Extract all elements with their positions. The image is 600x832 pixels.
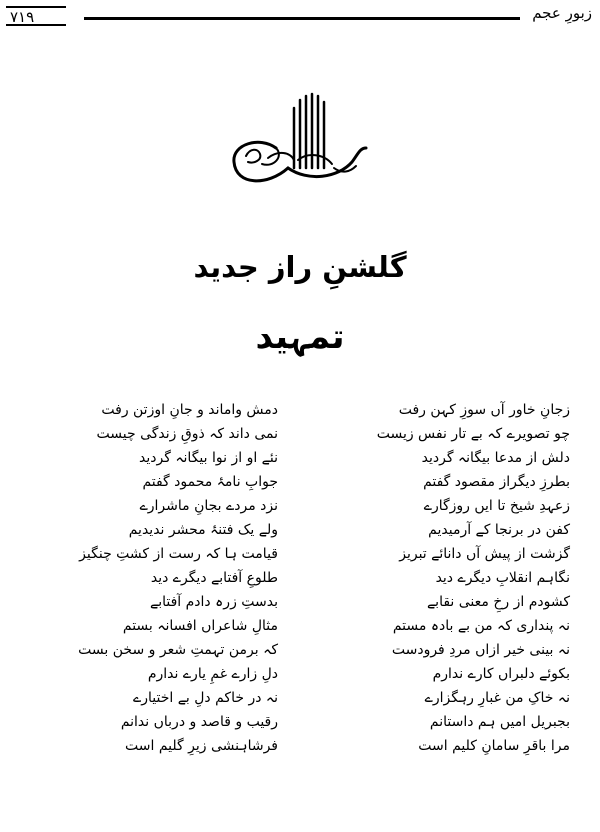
verse-line: رقیب و قاصد و درباں ندانم bbox=[120, 714, 278, 730]
verse-line: نہ در خاکم دلِ بے اختیارے bbox=[133, 690, 278, 706]
verse-line: مرا باقرِ سامانِ کلیم است bbox=[418, 738, 570, 754]
verse-line: دلش از مدعا بیگانہ گردید bbox=[421, 450, 570, 466]
verse-line: بدستِ زرہ دادم آفتابے bbox=[150, 594, 278, 610]
verse-line: نہ پنداری کہ من بے بادہ مستم bbox=[392, 618, 570, 634]
verse-line: زجانِ خاور آں سوزِ کہن رفت bbox=[398, 402, 570, 418]
poem-title: گلشنِ راز جدید bbox=[193, 250, 407, 284]
verse-line: بجبریل امیں ہم داستانم bbox=[429, 714, 570, 730]
bismillah-calligraphy-emblem bbox=[228, 88, 368, 196]
verse-line: کفن در برنجا کے آرمیدیم bbox=[428, 522, 570, 538]
header-rule bbox=[84, 17, 520, 20]
verse-line: گزشت از پیش آں دانائے تبریز bbox=[399, 546, 570, 562]
verse-line: نئے او از نوا بیگانہ گردید bbox=[139, 450, 278, 466]
page-number: ۷۱۹ bbox=[6, 6, 66, 26]
verse-line: جوابِ نامۂ محمود گفتم bbox=[142, 474, 278, 490]
verse-line: نہ بینی خیر ازاں مردِ فرودست bbox=[391, 642, 570, 658]
verse-line: نگاہم انقلابِ دیگرے دید bbox=[435, 570, 570, 586]
right-verse-column bbox=[330, 398, 570, 758]
book-title: زبورِ عجم bbox=[532, 4, 592, 22]
verse-line: کہ برمن تہمتِ شعر و سخن بست bbox=[78, 642, 278, 658]
verse-line: چو تصویرے کہ بے تار نفس زیست bbox=[376, 426, 570, 442]
verse-line: نمی داند کہ ذوقِ زندگی چیست bbox=[96, 426, 278, 442]
verse-line: دلِ زارے غمِ یارے ندارم bbox=[147, 666, 278, 682]
verse-line: قیامت ہا کہ رست از کشتِ چنگیز bbox=[79, 546, 278, 562]
verse-line: نہ خاکِ من غبارِ رہگزارے bbox=[424, 690, 570, 706]
verse-line: بکوئے دلبراں کارے ندارم bbox=[432, 666, 570, 682]
page-header bbox=[0, 0, 600, 30]
verse-line: دمش واماند و جانِ اوزتن رفت bbox=[101, 402, 278, 418]
verse-line: طلوعِ آفتابے دیگرے دید bbox=[150, 570, 278, 586]
verse-line: مثالِ شاعراں افسانہ بستم bbox=[122, 618, 278, 634]
verse-line: کشودم از رخِ معنی نقابے bbox=[426, 594, 570, 610]
verse-line: فرشاہنشی زیرِ گلیم است bbox=[125, 738, 278, 754]
section-heading: تمہید bbox=[255, 317, 345, 357]
verse-line: ولے یک فتنۂ محشر ندیدیم bbox=[128, 522, 278, 538]
verse-line: نزد مردے بجانِ ماشرارے bbox=[139, 498, 278, 514]
verse-line: بطرزِ دیگراز مقصود گفتم bbox=[423, 474, 570, 490]
verse-line: زعہدِ شیخ تا ایں روزگارے bbox=[423, 498, 570, 514]
left-verse-column bbox=[32, 398, 278, 758]
